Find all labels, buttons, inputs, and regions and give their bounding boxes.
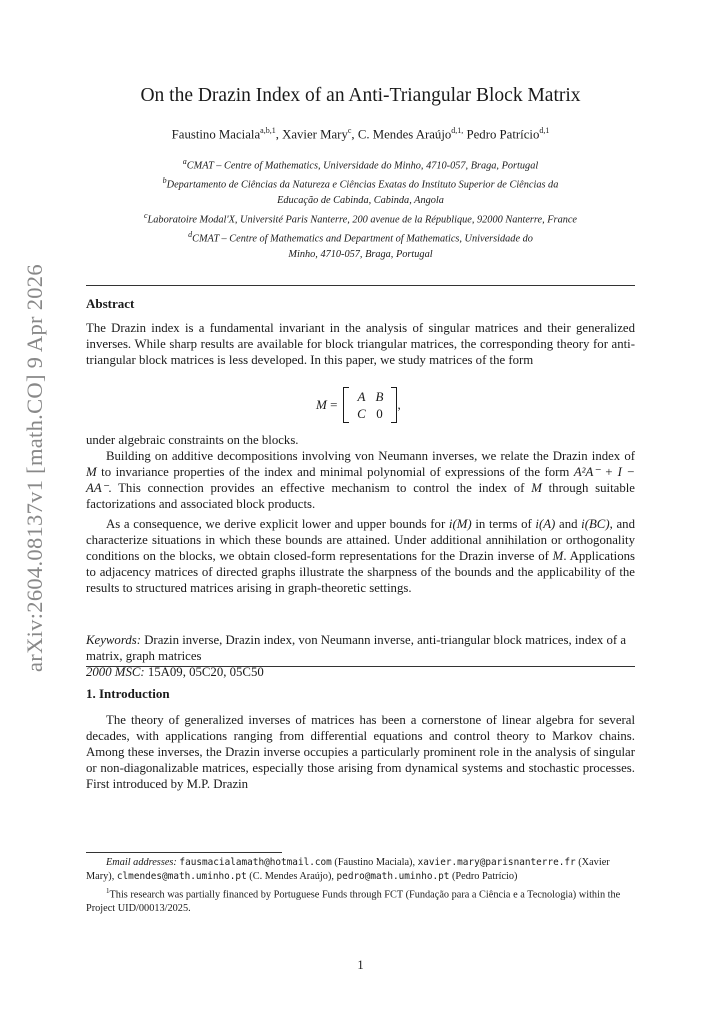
affil-mark: b <box>162 176 167 186</box>
matrix-entries <box>349 387 391 423</box>
text-run: As a consequence, we derive explicit lower and upper bounds for <box>106 517 449 531</box>
affiliation <box>82 173 639 207</box>
author-name: C. Mendes Araújo <box>357 127 452 142</box>
msc-label: 2000 MSC: <box>86 665 145 679</box>
paper-title: On the Drazin Index of an Anti-Triangular Block Matrix <box>140 85 581 106</box>
affil-line: Laboratoire Modal'X, Université Paris Nanterre, 200 avenue de la République, 92000 Nanterre, France <box>147 214 578 226</box>
author-name: Faustino Maciala <box>171 127 261 142</box>
affil-mark: c <box>143 210 148 220</box>
text-run: . This connection provides an effective mechanism to control the index of <box>108 481 532 495</box>
matrix-entry: C <box>357 406 366 421</box>
affil-mark: d <box>188 230 193 240</box>
arxiv-stamp: arXiv:2604.08137v1 [math.CO] 9 Apr 2026 <box>22 264 47 672</box>
affiliations <box>82 154 639 262</box>
keywords-block <box>86 632 635 680</box>
author-affil-mark: a,b,1 <box>260 126 276 135</box>
affil-line: CMAT – Centre of Mathematics, Universidade do Minho, 4710-057, Braga, Portugal <box>186 160 539 172</box>
email-link[interactable]: pedro@math.uminho.pt <box>336 871 450 882</box>
affil-mark: a <box>182 157 187 166</box>
footnote-rule <box>86 852 282 853</box>
page-number: 1 <box>357 958 364 972</box>
email-footnote <box>86 856 635 884</box>
text-run: to invariance properties of the index and minimal polynomial of expressions of the form <box>96 465 574 479</box>
keywords-text: Drazin inverse, Drazin index, von Neumann inverse, anti-triangular block matrices, index of a matrix, graph matrices <box>86 633 627 663</box>
author-affil-mark: d,1 <box>539 126 550 135</box>
math-expression: i(BC) <box>581 517 610 531</box>
author-list: Faustino Maciala$^{a,b,1}$, Xavier Mary$^c$, C. Mendes Araújo$^{d,1,}$ Pedro Patrício$^{d,1}$ <box>171 126 550 142</box>
abstract-paragraph-1: The Drazin index is a fundamental invariant in the analysis of singular matrices and their generalized inverses. While sharp results are available for block triangular matrices, the corresponding theory for anti-triangular block matrices is less developed. In this paper, we study matrices of the form <box>86 321 635 367</box>
author-name: Pedro Patrício <box>466 127 540 142</box>
text-run: Building on additive decompositions involving von Neumann inverses, we relate the Drazin index of <box>106 449 635 463</box>
affiliation <box>82 208 639 227</box>
footnote-mark: 1 <box>106 887 110 895</box>
abstract-paragraph-3 <box>86 516 635 596</box>
text-run: . Applications to adjacency matrices of directed graphs illustrate the sharpness of the bounds and the applicability of the results to structured matrices arising in graph-theoretic settings. <box>86 549 635 595</box>
intro-paragraph-1: The theory of generalized inverses of matrices has been a cornerstone of linear algebra for several decades, with applications ranging from differential equations and control theory to Markov chains. Among these inverses, the Drazin inverse occupies a particularly prominent role in the analysis of singular or non-diagonalizable matrices, especially those arising from dynamical systems and stochastic processes. First introduced by M.P. Drazin <box>86 713 635 791</box>
footnotes <box>86 856 635 916</box>
abstract-paragraph-2 <box>86 448 635 512</box>
text-run: in terms of <box>471 517 536 531</box>
affil-line: Departamento de Ciências da Natureza e Ciências Exatas do Instituto Superior de Ciências da <box>166 179 559 191</box>
section-heading-introduction: 1. Introduction <box>86 686 170 701</box>
affil-line: CMAT – Centre of Mathematics and Department of Mathematics, Universidade do <box>192 233 533 245</box>
text-run: , and characterize situations in which these bounds are attained. Under additional annihilation or orthogonality conditions on the blocks, we obtain closed-form representations for the Drazin inverse of <box>86 517 635 563</box>
funding-footnote <box>86 884 635 916</box>
math-symbol: M <box>552 549 564 563</box>
author-affil-mark: c <box>347 126 352 135</box>
email-owner: (Faustino Maciala), <box>334 857 416 868</box>
block-matrix <box>343 387 397 423</box>
email-link[interactable]: fausmacialamath@hotmail.com <box>179 857 332 868</box>
text-run: and <box>555 517 582 531</box>
email-label: Email addresses: <box>106 857 177 868</box>
affil-line: Educação de Cabinda, Cabinda, Angola <box>277 194 444 206</box>
math-symbol: M <box>531 481 542 495</box>
math-expression: i(M) <box>448 517 472 531</box>
eq-lhs: M <box>316 397 327 412</box>
author-name: Xavier Mary <box>282 127 348 142</box>
math-expression: i(A) <box>535 517 556 531</box>
abstract-top-rule <box>86 285 635 286</box>
block-matrix-equation: M = A B C 0 , <box>316 389 401 421</box>
text-run: through suitable factorizations and associated block products. <box>86 481 635 511</box>
math-symbol: M <box>86 465 97 479</box>
email-owner: (Pedro Patrício) <box>452 871 518 882</box>
affiliation <box>82 227 639 261</box>
msc-codes: 15A09, 05C20, 05C50 <box>147 665 264 679</box>
keywords-label: Keywords: <box>86 633 141 647</box>
author-affil-mark: d,1, <box>451 126 464 135</box>
abstract-paragraph-1-end: under algebraic constraints on the blocks. <box>86 433 299 447</box>
email-owner: (Xavier Mary), <box>86 857 610 882</box>
eq-trail: , <box>397 397 401 412</box>
email-link[interactable]: clmendes@math.uminho.pt <box>116 871 247 882</box>
affil-line: Minho, 4710-057, Braga, Portugal <box>288 248 433 260</box>
affiliation <box>82 154 639 173</box>
funding-text: This research was partially financed by Portuguese Funds through FCT (Fundação para a Ciência e a Tecnologia) within the Project UID/00013/2025. <box>86 889 621 915</box>
abstract-heading: Abstract <box>86 296 135 311</box>
keywords-line <box>86 632 635 664</box>
math-expression: A²A⁻ + I − AA⁻ <box>86 465 635 495</box>
email-owner: (C. Mendes Araújo), <box>249 871 334 882</box>
matrix-entry: 0 <box>376 406 383 421</box>
matrix-entry: B <box>375 389 384 404</box>
email-link[interactable]: xavier.mary@parisnanterre.fr <box>417 857 576 868</box>
abstract-bottom-rule <box>86 666 635 667</box>
matrix-entry: A <box>357 389 366 404</box>
